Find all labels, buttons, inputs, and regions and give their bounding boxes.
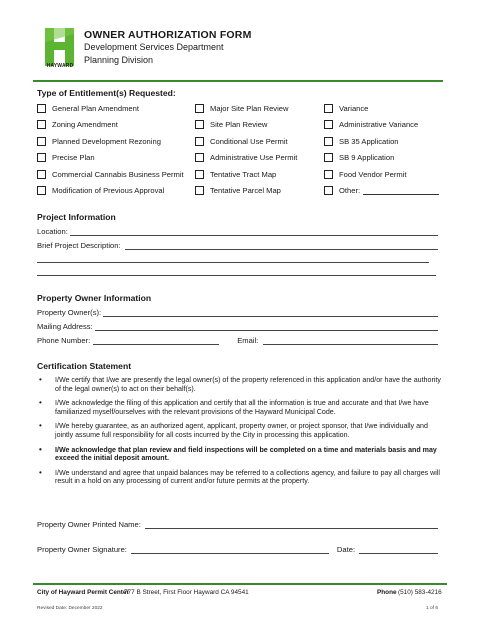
location-field[interactable] [70, 227, 438, 236]
entitlement-label: Administrative Use Permit [210, 153, 298, 163]
entitlement-option[interactable] [195, 153, 297, 162]
entitlement-option[interactable] [195, 186, 281, 195]
entitlement-label: Variance [339, 104, 369, 113]
checkbox[interactable] [324, 137, 333, 146]
phone-label: Phone Number: [37, 336, 91, 345]
certification-item: • I/We understand and agree that unpaid balances may be referred to a collections agency, and failure to pay all charges will result in a hold on any processing of current and/or future permits at the property. [37, 469, 441, 486]
location-row [37, 227, 438, 236]
entitlement-option[interactable] [324, 153, 394, 162]
entitlement-option[interactable] [37, 137, 161, 146]
description-label: Brief Project Description: [37, 241, 121, 250]
phone-field[interactable] [93, 336, 219, 345]
mailing-field[interactable] [95, 322, 438, 331]
entitlement-option[interactable] [324, 120, 418, 129]
certification-item-bold: • I/We acknowledge that plan review and field inspections will be completed on a time and materials basis and may exceed the initial deposit amount. [37, 446, 441, 463]
entitlement-option[interactable] [37, 120, 118, 129]
certification-item: • I/We certify that I/we are presently the legal owner(s) of the property referenced in this application and/or have the authority of the legal owner(s) to act on their behalf(s). [37, 376, 441, 393]
checkbox[interactable] [324, 104, 333, 113]
entitlement-label: Planned Development Rezoning [52, 136, 161, 146]
date-field[interactable] [359, 545, 438, 554]
entitlement-option[interactable] [195, 104, 289, 113]
entitlement-option[interactable] [324, 137, 399, 146]
signature-label: Property Owner Signature: [37, 545, 127, 554]
checkbox[interactable] [324, 186, 333, 195]
checkbox[interactable] [324, 153, 333, 162]
certification-list [37, 376, 441, 492]
checkbox[interactable] [37, 186, 46, 195]
mailing-label: Mailing Address: [37, 322, 93, 331]
certification-item: • I/We hereby guarantee, as an authorized agent, applicant, property owner, or project sponsor, that I/we individually and jointly assume full responsibility for all costs incurred by the City in processing this application. [37, 422, 441, 439]
entitlement-label: General Plan Amendment [52, 104, 139, 113]
entitlement-option[interactable] [324, 170, 407, 179]
entitlement-label: Conditional Use Permit [210, 136, 288, 146]
project-info-heading: Project Information [37, 212, 116, 222]
entitlement-option[interactable] [324, 186, 439, 195]
entitlement-option[interactable] [195, 170, 276, 179]
email-field[interactable] [263, 336, 438, 345]
entitlement-label: Tentative Tract Map [210, 169, 277, 179]
form-title: OWNER AUTHORIZATION FORM [84, 29, 252, 41]
owners-field[interactable] [103, 308, 438, 317]
checkbox[interactable] [195, 170, 204, 179]
printed-name-label: Property Owner Printed Name: [37, 520, 141, 529]
revised-date: Revised Date: December 2022 [37, 606, 103, 611]
entitlement-option[interactable] [37, 186, 164, 195]
other-field[interactable] [363, 186, 439, 195]
entitlement-label: Administrative Variance [339, 120, 419, 130]
entitlement-option[interactable] [37, 104, 139, 113]
entitlement-label: SB 9 Application [339, 153, 395, 163]
description-line-2[interactable] [37, 261, 429, 263]
phone-email-row [37, 336, 438, 345]
header-divider [33, 80, 443, 82]
entitlement-label: Commercial Cannabis Business Permit [52, 169, 184, 179]
checkbox[interactable] [195, 120, 204, 129]
owners-label: Property Owner(s): [37, 308, 102, 317]
owner-info-heading: Property Owner Information [37, 293, 152, 303]
page-number: 1 of 6 [426, 606, 439, 611]
checkbox[interactable] [37, 104, 46, 113]
entitlement-label: Food Vendor Permit [339, 169, 407, 179]
entitlement-label: Tentative Parcel Map [210, 186, 281, 195]
entitlement-label: SB 35 Application [339, 136, 399, 146]
date-label: Date: [336, 545, 356, 554]
division-name: Planning Division [84, 55, 154, 65]
footer-divider [33, 583, 447, 585]
checkbox[interactable] [195, 137, 204, 146]
entitlement-heading: Type of Entitlement(s) Requested: [37, 88, 176, 98]
checkbox[interactable] [195, 104, 204, 113]
description-row [37, 241, 438, 250]
department-name: Development Services Department [84, 42, 224, 52]
entitlement-label: Modification of Previous Approval [52, 186, 165, 195]
mailing-row [37, 322, 438, 331]
entitlement-label: Site Plan Review [210, 120, 268, 130]
signature-row [37, 545, 438, 554]
footer-phone-value: (510) 583-4216 [398, 589, 442, 596]
description-field[interactable] [125, 241, 438, 250]
entitlement-label: Other: [339, 186, 361, 195]
signature-field[interactable] [131, 545, 329, 554]
certification-item: • I/We acknowledge the filing of this application and certify that all the information is true and accurate and that I/we have familiarized myself/ourselves with the relevant provisions of the Hayward Municipal Code. [37, 399, 441, 416]
printed-name-row [37, 520, 438, 529]
owners-row [37, 308, 438, 317]
hayward-logo-icon [43, 28, 76, 66]
entitlement-label: Precise Plan [52, 153, 95, 163]
checkbox[interactable] [37, 120, 46, 129]
entitlement-option[interactable] [195, 120, 267, 129]
footer-org: City of Hayward Permit Center [37, 589, 129, 596]
entitlement-option[interactable] [37, 153, 95, 162]
entitlement-option[interactable] [324, 104, 368, 113]
entitlement-option[interactable] [195, 137, 288, 146]
printed-name-field[interactable] [145, 520, 438, 529]
entitlement-label: Major Site Plan Review [210, 104, 289, 113]
certification-heading: Certification Statement [37, 361, 132, 371]
footer-address: 777 B Street, First Floor Hayward CA 94541 [124, 589, 249, 596]
entitlement-label: Zoning Amendment [52, 120, 118, 130]
checkbox[interactable] [195, 153, 204, 162]
checkbox[interactable] [324, 170, 333, 179]
logo-text: HAYWARD [46, 63, 74, 69]
location-label: Location: [37, 227, 68, 236]
entitlement-option[interactable] [37, 170, 184, 179]
checkbox[interactable] [37, 137, 46, 146]
checkbox[interactable] [37, 153, 46, 162]
checkbox[interactable] [37, 170, 46, 179]
description-line-3[interactable] [37, 274, 436, 276]
email-label: Email: [237, 336, 259, 345]
checkbox[interactable] [324, 120, 333, 129]
checkbox[interactable] [195, 186, 204, 195]
footer-phone-label: Phone [377, 589, 397, 596]
